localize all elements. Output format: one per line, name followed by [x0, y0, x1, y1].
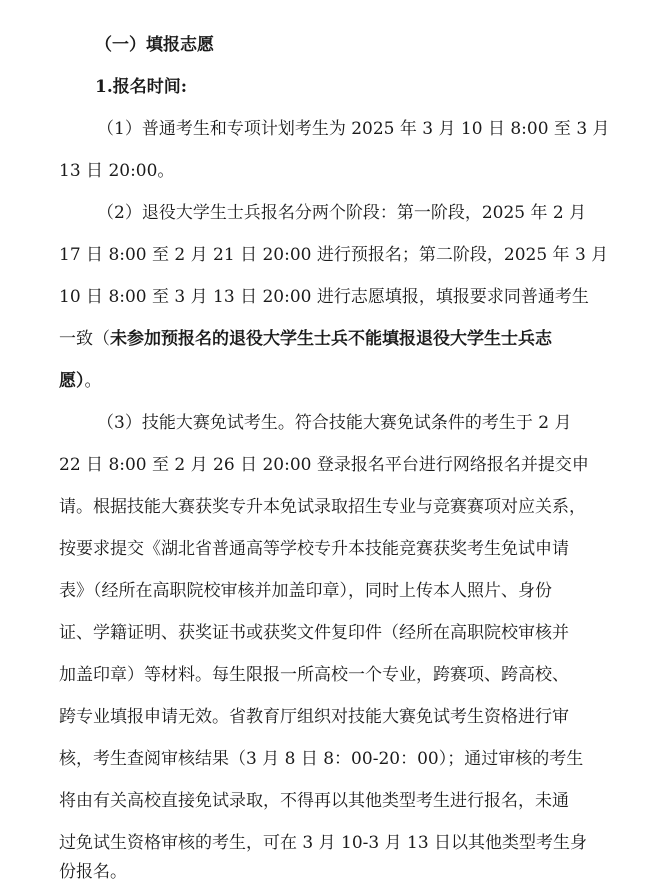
paragraph-2-line-3: 10 日 8:00 至 3 月 13 日 20:00 进行志愿填报，填报要求同普通考生	[59, 287, 589, 307]
paragraph-2-line-2: 17 日 8:00 至 2 月 21 日 20:00 进行预报名；第二阶段，2025 年 3 月	[59, 245, 609, 265]
paragraph-3-line-6: 证、学籍证明、获奖证书或获奖文件复印件（经所在高职院校审核并	[59, 623, 569, 643]
paragraph-1-line-1: （1）普通考生和专项计划考生为 2025 年 3 月 10 日 8:00 至 3 月	[97, 119, 610, 139]
paragraph-3-line-7: 加盖印章）等材料。每生限报一所高校一个专业，跨赛项、跨高校、	[59, 665, 569, 685]
section-heading: （一）填报志愿	[95, 35, 214, 55]
paragraph-3-line-1: （3）技能大赛免试考生。符合技能大赛免试条件的考生于 2 月	[97, 413, 572, 433]
paragraph-2-bold-note: 未参加预报名的退役大学生士兵不能填报退役大学生士兵志	[110, 329, 552, 349]
subheading-registration-time: 1.报名时间:	[95, 77, 188, 97]
paragraph-3-line-5: 表》（经所在高职院校审核并加盖印章），同时上传本人照片、身份	[59, 581, 552, 601]
paragraph-2-line-5-end: 。	[84, 371, 102, 391]
paragraph-3-line-12: 份报名。	[59, 862, 127, 882]
paragraph-2-line-5	[59, 369, 102, 393]
paragraph-2-line-4-start: 一致（	[59, 329, 110, 349]
paragraph-2-bold-note-end: 愿）	[59, 371, 85, 391]
paragraph-2-line-1: （2）退役大学生士兵报名分两个阶段：第一阶段，2025 年 2 月	[97, 203, 587, 223]
paragraph-3-line-11: 过免试生资格审核的考生，可在 3 月 10-3 月 13 日以其他类型考生身	[59, 833, 588, 853]
paragraph-3-line-10: 将由有关高校直接免试录取，不得再以其他类型考生进行报名，未通	[59, 791, 569, 811]
paragraph-3-line-3: 请。根据技能大赛获奖专升本免试录取招生专业与竞赛赛项对应关系，	[59, 497, 586, 517]
paragraph-2-line-4	[59, 327, 552, 351]
paragraph-3-line-4: 按要求提交《湖北省普通高等学校专升本技能竞赛获奖考生免试申请	[59, 539, 569, 559]
paragraph-3-line-2: 22 日 8:00 至 2 月 26 日 20:00 登录报名平台进行网络报名并提交申	[59, 455, 589, 475]
paragraph-3-line-8: 跨专业填报申请无效。省教育厅组织对技能大赛免试考生资格进行审	[59, 707, 569, 727]
paragraph-1-line-2: 13 日 20:00。	[59, 161, 175, 181]
paragraph-3-line-9: 核，考生查阅审核结果（3 月 8 日 8：00-20：00）；通过审核的考生	[59, 749, 584, 769]
